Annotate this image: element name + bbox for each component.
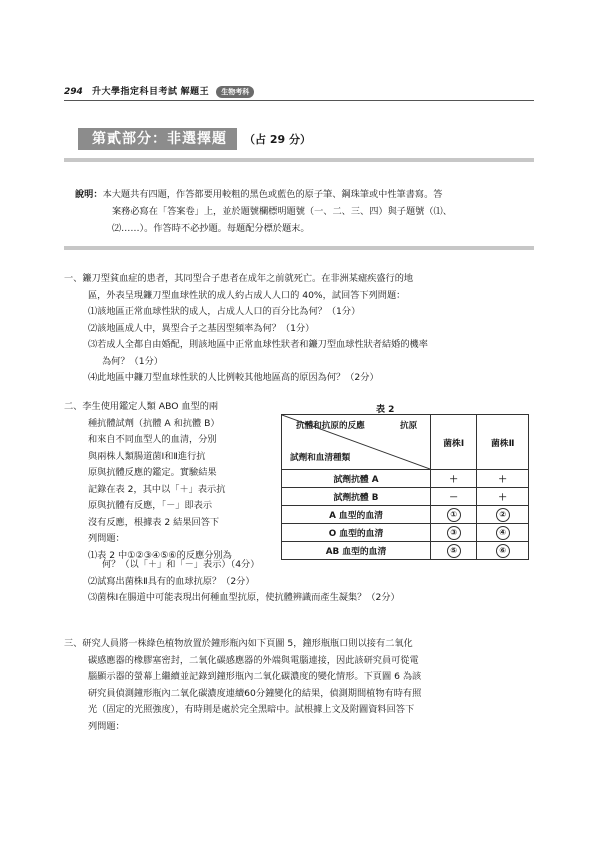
question-text: 腦顯示器的螢幕上繼續並記錄到鐘形瓶內二氧化碳濃度的變化情形。下頁圖 6 為該 [88,671,422,682]
section-divider-top [64,158,534,162]
row-label: 試劑抗體 A [282,470,431,488]
subquestion-1: ⑴該地區正常血球性狀的成人，占成人人口的百分比為何？（1分） [88,306,361,317]
instructions-line: 案務必寫在「答案卷」上，並於題號欄標明題號（一、二、三、四）與子題號（⑴、 [112,206,452,217]
question-text: 與兩株人類腸道菌Ⅰ和Ⅱ進行抗 [88,450,206,462]
column-header: 菌株Ⅰ [431,415,477,470]
question-number: 一、 [64,273,83,284]
question-stem [64,399,272,416]
table-row [282,542,529,560]
question-text: 種抗體試劑（抗體 A 和抗體 B） [88,417,220,429]
answer-blank: ⑥ [496,544,510,558]
table-cell: ＋ [431,470,477,488]
page-number: 294 [64,87,83,97]
subquestion-2: ⑵試寫出菌株Ⅱ具有的血球抗原？（2分） [88,575,255,587]
subquestion-1-cont: 何？（以「＋」和「－」表示）（4分） [102,559,260,570]
diagonal-header-cell [282,415,431,470]
question-text: 研究員偵測鐘形瓶內二氧化碳濃度連續60分鐘變化的結果，偵測期間植物有時有照 [88,687,422,699]
question-text: 李生使用鑑定人類 ABO 血型的兩 [82,401,219,412]
header-rule [64,100,534,101]
question-text: 沒有反應，根據表 2 結果回答下 [88,516,220,528]
table-row [282,524,529,542]
row-label: 試劑抗體 B [282,488,431,506]
table-cell [431,542,477,560]
section-points: （占 29 分） [244,133,311,146]
instructions-line: ⑵……）。作答時不必抄題。每題配分標於題末。 [112,223,310,234]
table-row [282,506,529,524]
table-cell [477,506,529,524]
question-text: 原與抗體反應的鑑定。實驗結果 [88,467,217,478]
book-title-brand: 解題王 [180,87,210,97]
question-1 [64,271,538,387]
question-2 [64,399,272,564]
table-row [282,470,529,488]
row-label: O 血型的血清 [282,524,431,542]
question-text: 列問題： [88,720,125,732]
table-2 [281,414,529,560]
question-number: 三、 [64,638,83,649]
subquestion-2: ⑵該地區成人中，異型合子之基因型頻率為何？（1分） [88,322,315,334]
table-row [282,488,529,506]
question-number: 二、 [64,401,83,412]
question-3 [64,636,538,735]
question-text: 研究人員將一株綠色植物放置於鐘形瓶內如下頁圖 5，鐘形瓶瓶口則以接有二氧化 [82,638,413,649]
table-cell [477,542,529,560]
question-2-continued [64,557,538,607]
question-text: 記錄在表 2，其中以「＋」表示抗 [88,483,226,495]
instructions-block [75,186,535,237]
diag-label-top: 抗體和抗原的反應 [296,421,365,431]
question-stem [64,271,538,288]
subquestion-3-cont: 為何？（1分） [102,355,163,367]
diag-label-right: 抗原 [400,421,418,431]
subquestion-1: ⑴表 2 中①②③④⑤⑥的反應分別為 [88,549,232,561]
answer-blank: ① [447,508,461,522]
table-caption: 表 2 [376,405,395,415]
instructions-label: 說明： [75,189,103,200]
question-text: 鐮刀型貧血症的患者，其同型合子患者在成年之前就死亡。在非洲某瘧疾盛行的地 [82,273,414,284]
diag-label-bottom: 試劑和血清種類 [290,453,351,463]
table-cell: － [431,488,477,506]
section-divider-bottom [64,246,534,250]
question-text: 和來自不同血型人的血清，分別 [88,434,217,445]
question-text: 碳感應器的橡膠塞密封，二氧化碳感應器的外端與電腦連接，因此該研究員可從電 [88,654,419,666]
answer-blank: ⑤ [447,544,461,558]
question-text: 區，外表呈現鐮刀型血球性狀的成人約占成人人口的 40%，試回答下列問題： [88,289,406,301]
row-label: A 血型的血清 [282,506,431,524]
subquestion-3: ⑶菌株Ⅰ在腸道中可能表現出何種血型抗原，使抗體辨識而產生凝集？（2分） [88,592,400,603]
table-cell [477,524,529,542]
subquestion-3: ⑶若成人全都自由婚配，則該地區中正常血球性狀者和鐮刀型血球性狀者結婚的機率 [88,339,428,350]
book-title: 升大學指定科目考試 [91,87,178,97]
table-cell [431,506,477,524]
section-title: 第貳部分：非選擇題 [78,128,237,150]
table-cell: ＋ [477,488,529,506]
column-header: 菌株Ⅱ [477,415,529,470]
question-text: 列問題： [88,533,125,544]
answer-blank: ④ [496,526,510,540]
running-header [64,84,254,98]
table-cell [431,524,477,542]
subquestion-4: ⑷此地區中鐮刀型血球性狀的人比例較其他地區高的原因為何？（2分） [88,372,379,383]
answer-blank: ② [496,508,510,522]
subject-badge: 生物考科 [216,86,254,98]
question-text: 光（固定的光照強度），有時則是處於完全黑暗中。試根據上文及附圖資料回答下 [88,704,415,715]
answer-blank: ③ [447,526,461,540]
row-label: AB 血型的血清 [282,542,431,560]
question-stem [64,636,538,653]
table-cell: ＋ [477,470,529,488]
question-text: 原與抗體有反應，「－」即表示 [88,500,213,511]
instructions-line: 本大題共有四題，作答都要用較粗的黑色或藍色的原子筆、鋼珠筆或中性筆書寫。答 [102,189,443,200]
table-header-row [282,415,529,470]
